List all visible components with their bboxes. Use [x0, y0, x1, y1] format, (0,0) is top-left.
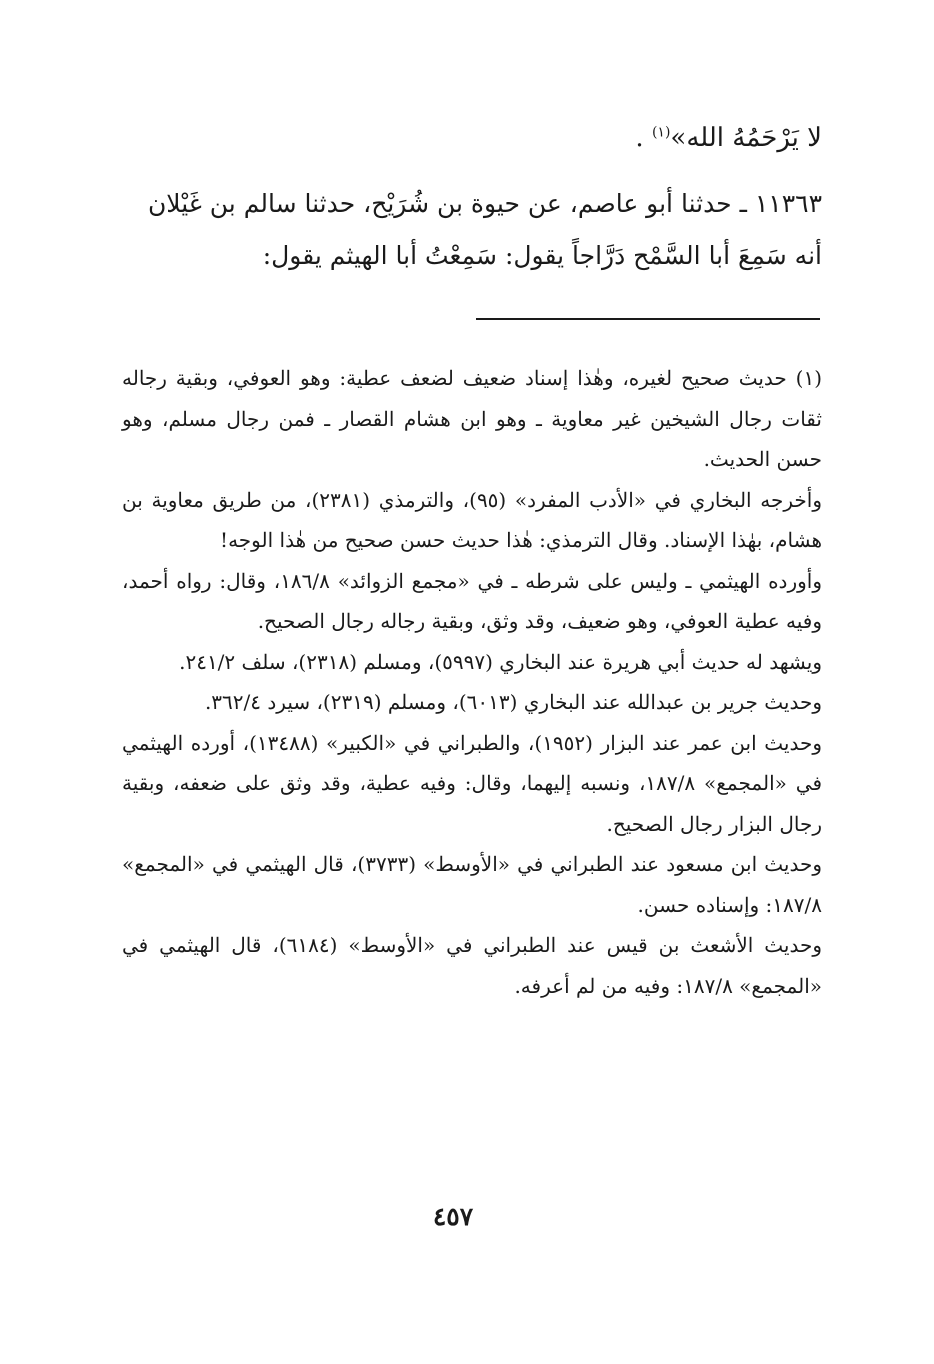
hadith-line-2: أنه سَمِعَ أبا السَّمْح دَرَّاجاً يقول: سَمِعْتُ أبا الهيثم يقول:	[262, 241, 822, 270]
footnote-paragraph: وحديث الأشعث بن قيس عند الطبراني في «الأوسط» (٦١٨٤)، قال الهيثمي في «المجمع» ١٨٧/٨: وفيه من لم أعرفه.	[122, 933, 823, 998]
top-line-end: .	[635, 123, 652, 153]
hadith-paragraph	[122, 178, 822, 282]
footnote-paragraph: وأورده الهيثمي ـ وليس على شرطه ـ في «مجمع الزوائد» ١٨٦/٨، وقال: رواه أحمد، وفيه عطية العوفي، وهو ضعيف، وقد وثق، وبقية رجاله رجال الصحيح.	[122, 568, 822, 633]
footnote-paragraph: وحديث جرير بن عبدالله عند البخاري (٦٠١٣)، ومسلم (٢٣١٩)، سيرد ٣٦٢/٤.	[204, 690, 822, 714]
footnote-separator	[476, 318, 820, 320]
top-line	[122, 112, 822, 164]
footnote-paragraph: وحديث ابن عمر عند البزار (١٩٥٢)، والطبراني في «الكبير» (١٣٤٨٨)، أورده الهيثمي في «المجمع» ١٨٧/٨، ونسبه إليهما، وقال: وفيه عطية، وقد وثق على ضعفه، وبقية رجال البزار رجال الصحيح.	[122, 730, 823, 836]
page-number-text: ٤٥٧	[432, 1202, 474, 1231]
page-number	[0, 1202, 934, 1231]
footnote-paragraph: وأخرجه البخاري في «الأدب المفرد» (٩٥)، والترمذي (٢٣٨١)، من طريق معاوية بن هشام، بهٰذا الإسناد. وقال الترمذي: هٰذا حديث حسن صحيح من هٰذا الوجه!	[122, 487, 822, 552]
footnote-paragraph: ويشهد له حديث أبي هريرة عند البخاري (٥٩٩٧)، ومسلم (٢٣١٨)، سلف ٢٤١/٢.	[179, 649, 822, 674]
hadith-line-1: ١١٣٦٣ ـ حدثنا أبو عاصم، عن حيوة بن شُرَيْح، حدثنا سالم بن غَيْلان	[147, 189, 822, 218]
top-line-text: لا يَرْحَمُهُ الله»	[670, 123, 822, 153]
footnotes	[122, 358, 822, 1006]
footnote-paragraph: وحديث ابن مسعود عند الطبراني في «الأوسط» (٣٧٣٣)، قال الهيثمي في «المجمع» ١٨٧/٨: وإسناده حسن.	[122, 852, 822, 917]
footnote-paragraph: (١) حديث صحيح لغيره، وهٰذا إسناد ضعيف لضعف عطية: وهو العوفي، وبقية رجاله ثقات رجال الشيخين غير معاوية ـ وهو ابن هشام القصار ـ فمن رجال مسلم، وهو حسن الحديث.	[122, 366, 822, 471]
footnote-ref: (١)	[651, 124, 671, 141]
